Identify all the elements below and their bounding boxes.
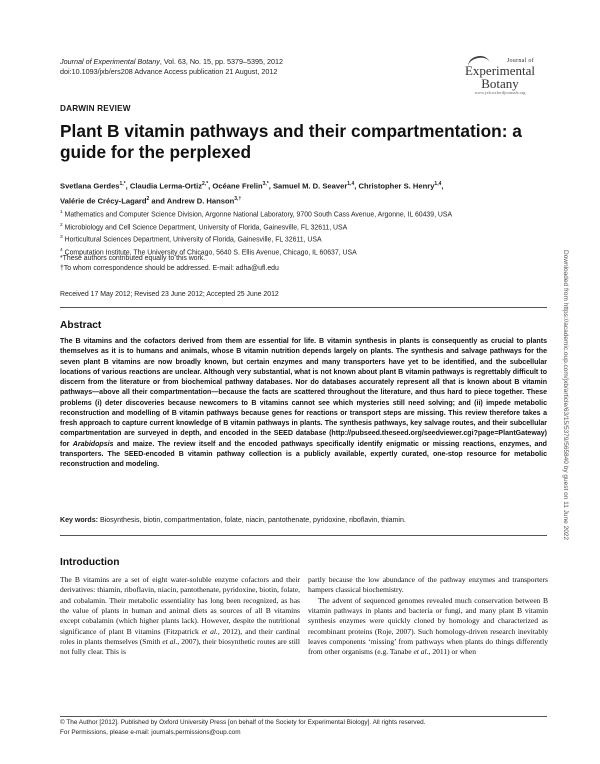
author-affiliation-marker: 1,4: [347, 181, 355, 187]
affiliation-item: [60, 233, 560, 246]
affiliation-text: Horticultural Sciences Department, University of Florida, Gainesville, FL 32611, USA: [62, 236, 322, 244]
journal-name: Journal of Experimental Botany: [60, 57, 160, 66]
abstract-text-2: and maize. The review itself and the encoded pathways specifically identify enigmatic or missing reactions, enzymes, and transporters. The SEED-encoded B vitamin pathway collection is a publicly available, expertly curated, one-stop resource for metabolic reconstruction and modeling.: [60, 440, 547, 468]
author-line-2: [60, 193, 560, 208]
affiliation-text: Microbiology and Cell Science Department, University of Florida, Gainesville, FL 32611, USA: [62, 223, 348, 231]
author-name: Claudia Lerma-Ortiz: [129, 181, 203, 191]
abstract-body: [60, 337, 547, 470]
journal-logo: [460, 58, 540, 96]
author-name: Christopher S. Henry: [358, 181, 435, 191]
logo-line3: Botany: [481, 76, 519, 91]
title-line-1: Plant B vitamin pathways and their compartmentation: a: [60, 121, 522, 141]
intro-left-column: [60, 575, 300, 658]
affiliations: [60, 208, 560, 258]
affiliation-number: 4: [60, 247, 63, 253]
affiliation-item: [60, 221, 560, 234]
divider: [60, 307, 547, 308]
author-separator: ,: [354, 181, 359, 191]
author-name: Svetlana Gerdes: [60, 181, 120, 191]
section-tag: DARWIN REVIEW: [60, 104, 131, 113]
author-affiliation-marker: 2: [146, 195, 150, 202]
keywords-text: Biosynthesis, biotin, compartmentation, folate, niacin, pantothenate, pyridoxine, riboflavin, thiamin.: [97, 517, 406, 524]
author-separator: and: [149, 196, 167, 206]
author-affiliation-marker: 1,4: [434, 181, 442, 187]
author-notes: [60, 254, 560, 275]
permissions-line: For Permissions, please e-mail: journals.permissions@oup.com: [60, 728, 241, 736]
author-separator: ,: [441, 181, 444, 191]
affiliation-text: Computation Institute, The University of Chicago, 5640 S. Ellis Avenue, Chicago, IL 60637, USA: [62, 249, 357, 257]
affiliation-number: 2: [60, 222, 63, 228]
received-dates: Received 17 May 2012; Revised 23 June 2012; Accepted 25 June 2012: [60, 291, 279, 298]
journal-volume: , Vol. 63, No. 15, pp. 5379–5395, 2012: [159, 57, 283, 66]
author-name: Valérie de Crécy-Lagard: [60, 196, 147, 206]
title-line-2: guide for the perplexed: [60, 142, 252, 162]
intro-paragraph-2: The advent of sequenced genomes revealed much conservation between B vitamin pathways in plants and bacteria or fungi, and many plant B vitamin synthesis enzymes were quickly cloned by homology and characterized as recombinant proteins (Roje, 2007). Such homology-driven research inevitably leaves components ‘missing’ from pathways when plants do things differently from other organisms (e.g. Tanabe et al., 2011) or when: [308, 595, 548, 657]
author-list: [60, 178, 560, 207]
author-affiliation-marker: 1,*: [119, 181, 126, 187]
keywords: [60, 516, 547, 526]
author-affiliation-marker: 3,*: [262, 181, 269, 187]
author-separator: ,: [125, 181, 130, 191]
logo-url: www.jxb.oxfordjournals.org: [474, 90, 526, 95]
download-sidebar: [562, 250, 580, 580]
journal-citation: [60, 57, 283, 67]
abstract-species: Arabidopsis: [72, 440, 114, 448]
equal-contribution-note: *These authors contributed equally to this work.: [60, 255, 206, 262]
introduction-heading: Introduction: [60, 557, 120, 568]
footer-divider: [60, 716, 547, 717]
logo-line2: Experimental: [464, 63, 536, 78]
download-note: Downloaded from https://academic.oup.com/jxb/article/63/15/5379/565840 by guest on 11 June 2022: [562, 250, 569, 541]
affiliation-item: [60, 208, 560, 221]
affiliation-number: 1: [60, 210, 63, 215]
author-separator: ,: [268, 181, 273, 191]
author-separator: ,: [208, 181, 213, 191]
author-affiliation-marker: 2,*: [202, 181, 209, 187]
affiliation-text: Mathematics and Computer Science Division, Argonne National Laboratory, 9700 South Cass Avenue, Argonne, IL 60439, USA: [62, 211, 453, 219]
author-line-1: [60, 178, 560, 193]
affiliation-number: 3: [60, 235, 63, 241]
abstract-heading: Abstract: [60, 320, 102, 331]
logo-line1: Journal of: [506, 58, 534, 64]
copyright-line: © The Author [2012]. Published by Oxford University Press [on behalf of the Society for Experimental Biology]. All rights reserved.: [60, 719, 426, 726]
author-name: Samuel M. D. Seaver: [272, 181, 348, 191]
doi-line: doi:10.1093/jxb/ers208 Advance Access publication 21 August, 2012: [60, 67, 278, 76]
correspondence-note: †To whom correspondence should be addressed. E-mail: adha@ufl.edu: [60, 265, 279, 273]
intro-paragraph-1-cont: partly because the low abundance of the pathway enzymes and transporters hampers classical biochemistry.: [308, 575, 548, 595]
author-affiliation-marker: 3,†: [234, 195, 242, 202]
footer: [60, 718, 547, 737]
keywords-label: Key words:: [60, 517, 98, 524]
page-title: [60, 121, 560, 163]
abstract-text-1: The B vitamins and the cofactors derived from them are essential for life. B vitamin synthesis in plants is consequently as crucial to plants themselves as it is to humans and animals, whose B vitamin nutrition depends largely on plants. The synthesis and salvage pathways for the seven plant B vitamins are now broadly known, but certain enzymes and many transporters have yet to be identified, and the subcellular locations of various reactions are unclear. Although very substantial, what is not known about plant B vitamin pathways is regrettably difficult to discern from the literature or from biochemical pathway databases. Nor do databases accurately represent all that is known about B vitamin pathways—above all their compartmentation—because the facts are scattered throughout the literature, and thus hard to piece together. These problems (i) deter discoveries because newcomers to B vitamins cannot see which mysteries still need solving; and (ii) impede metabolic reconstruction and modelling of B vitamin pathways because genes for reactions or transport steps are missing. This review therefore takes a fresh approach to capture current knowledge of B vitamin pathways in plants. The synthesis pathways, key salvage routes, and their subcellular compartmentation are surveyed in depth, and encoded in the SEED database (http://pubseed.theseed.org/seedviewer.cgi?page=PlantGateway) for: [60, 338, 547, 448]
divider: [60, 535, 547, 536]
intro-paragraph-1: The B vitamins are a set of eight water-soluble enzyme cofactors and their derivatives: thiamin, riboflavin, niacin, pantothenate, pyridoxine, biotin, folate, and cobalamin. Their metabolic essentiality has long been recognized, as has the value of plants in human and animal diets as sources of all B vitamins except cobalamin (which higher plants lack). However, despite the nutritional significance of plant B vitamins (Fitzpatrick et al., 2012), and their cardinal roles in plants themselves (Smith et al., 2007), their biosynthetic routes are still not fully clear. This is: [60, 575, 300, 657]
intro-right-column: [308, 575, 548, 658]
author-name: Andrew D. Hanson: [166, 196, 235, 206]
author-name: Océane Frelin: [212, 181, 263, 191]
